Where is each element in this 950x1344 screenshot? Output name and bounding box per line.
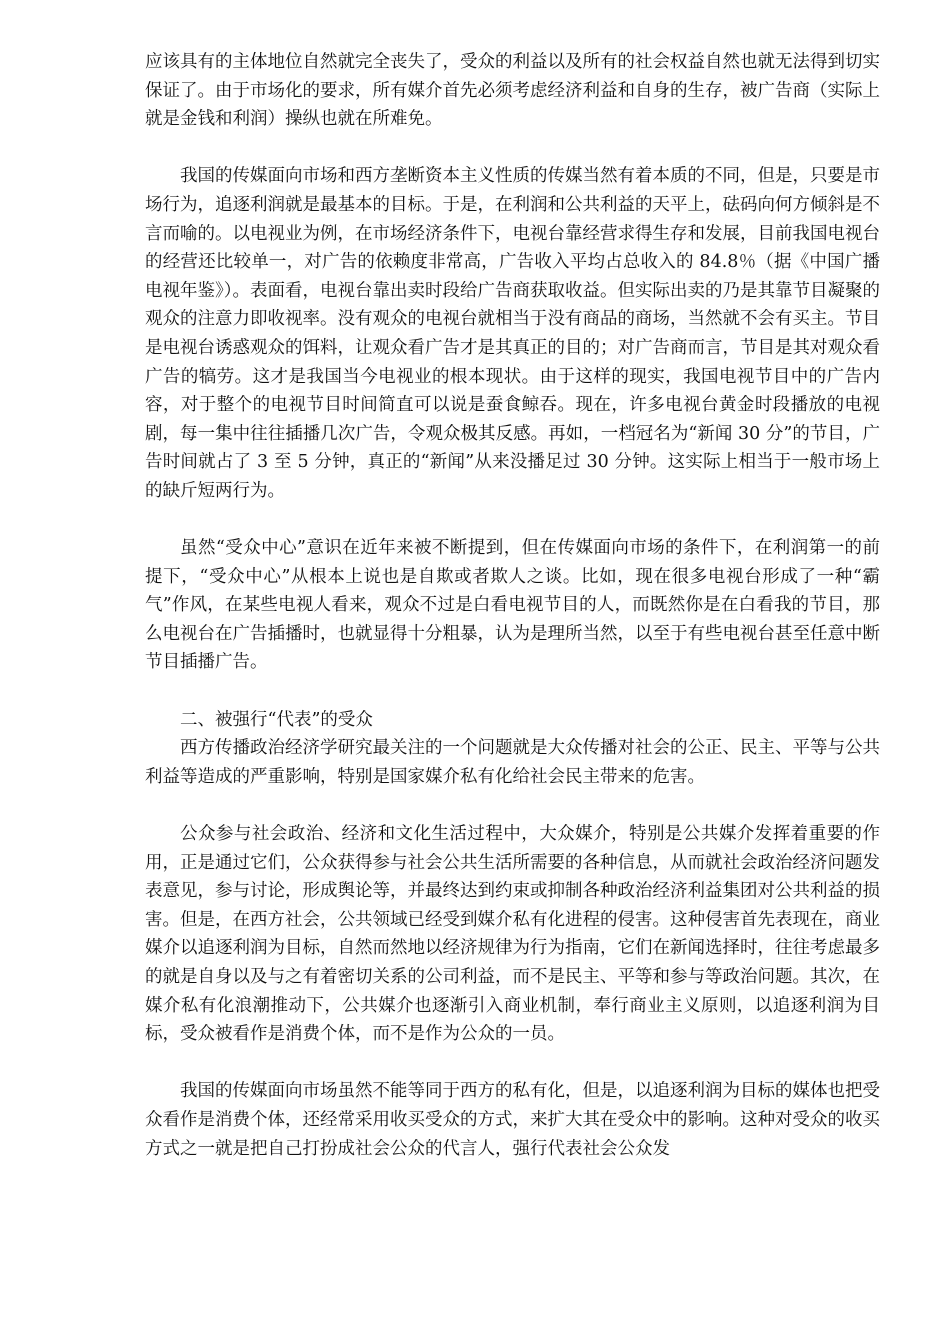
- paragraph-western-research: 西方传播政治经济学研究最关注的一个问题就是大众传播对社会的公正、民主、平等与公共利益等造成的严重影响，特别是国家媒介私有化给社会民主带来的危害。: [145, 738, 880, 787]
- document-page: [145, 48, 880, 1163]
- section-heading: 二、被强行“代表”的受众: [180, 709, 373, 730]
- paragraph-market-profit: 我国的传媒面向市场和西方垄断资本主义性质的传媒当然有着本质的不同，但是，只要是市场行为，追逐利润就是最基本的目标。于是，在利润和公共利益的天平上，砝码向何方倾斜是不言而喻的。以电视业为例，在市场经济条件下，电视台靠经营求得生存和发展，目前我国电视台的经营还比较单一，对广告的依赖度非常高，广告收入平均占总收入的 84.8％（据《中国广播电视年鉴》）。表面看，电视台靠出卖时段给广告商获取收益。但实际出卖的乃是其靠节目凝聚的观众的注意力即收视率。没有观众的电视台就相当于没有商品的商场，当然就不会有买主。节目是电视台诱惑观众的饵料，让观众看广告才是其真正的目的；对广告商而言，节目是其对观众看广告的犒劳。这才是我国当今电视业的根本现状。由于这样的现实，我国电视节目中的广告内容，对于整个的电视节目时间简直可以说是蚕食鲸吞。现在，许多电视台黄金时段播放的电视剧，每一集中往往插播几次广告，令观众极其反感。再如，一档冠名为“新闻 30 分”的节目，广告时间就占了 3 至 5 分钟，真正的“新闻”从来没播足过 30 分钟。这实际上相当于一般市场上的缺斤短两行为。: [145, 166, 880, 501]
- paragraph-china-media: 我国的传媒面向市场虽然不能等同于西方的私有化，但是，以追逐利润为目标的媒体也把受众看作是消费个体，还经常采用收买受众的方式，来扩大其在受众中的影响。这种对受众的收买方式之一就是把自己打扮成社会公众的代言人，强行代表社会公众发: [145, 1081, 880, 1159]
- paragraph-public-participation: 公众参与社会政治、经济和文化生活过程中，大众媒介，特别是公共媒介发挥着重要的作用，正是通过它们，公众获得参与社会公共生活所需要的各种信息，从而就社会政治经济问题发表意见，参与讨论，形成舆论等，并最终达到约束或抑制各种政治经济利益集团对公共利益的损害。但是，在西方社会，公共领域已经受到媒介私有化进程的侵害。这种侵害首先表现在，商业媒介以追逐利润为目标，自然而然地以经济规律为行为指南，它们在新闻选择时，往往考虑最多的就是自身以及与之有着密切关系的公司利益，而不是民主、平等和参与等政治问题。其次，在媒介私有化浪潮推动下，公共媒介也逐渐引入商业机制，奉行商业主义原则，以追逐利润为目标，受众被看作是消费个体，而不是作为公众的一员。: [145, 824, 880, 1045]
- paragraph-continuation: 应该具有的主体地位自然就完全丧失了，受众的利益以及所有的社会权益自然也就无法得到切实保证了。由于市场化的要求，所有媒介首先必须考虑经济利益和自身的生存，被广告商（实际上就是金钱和利润）操纵也就在所难免。: [145, 52, 880, 130]
- paragraph-audience-center: 虽然“受众中心”意识在近年来被不断提到，但在传媒面向市场的条件下，在利润第一的前提下，“受众中心”从根本上说也是自欺或者欺人之谈。比如，现在很多电视台形成了一种“霸气”作风，在某些电视人看来，观众不过是白看电视节目的人，而既然你是在白看我的节目，那么电视台在广告插播时，也就显得十分粗暴，认为是理所当然，以至于有些电视台甚至任意中断节目插播广告。: [145, 538, 880, 673]
